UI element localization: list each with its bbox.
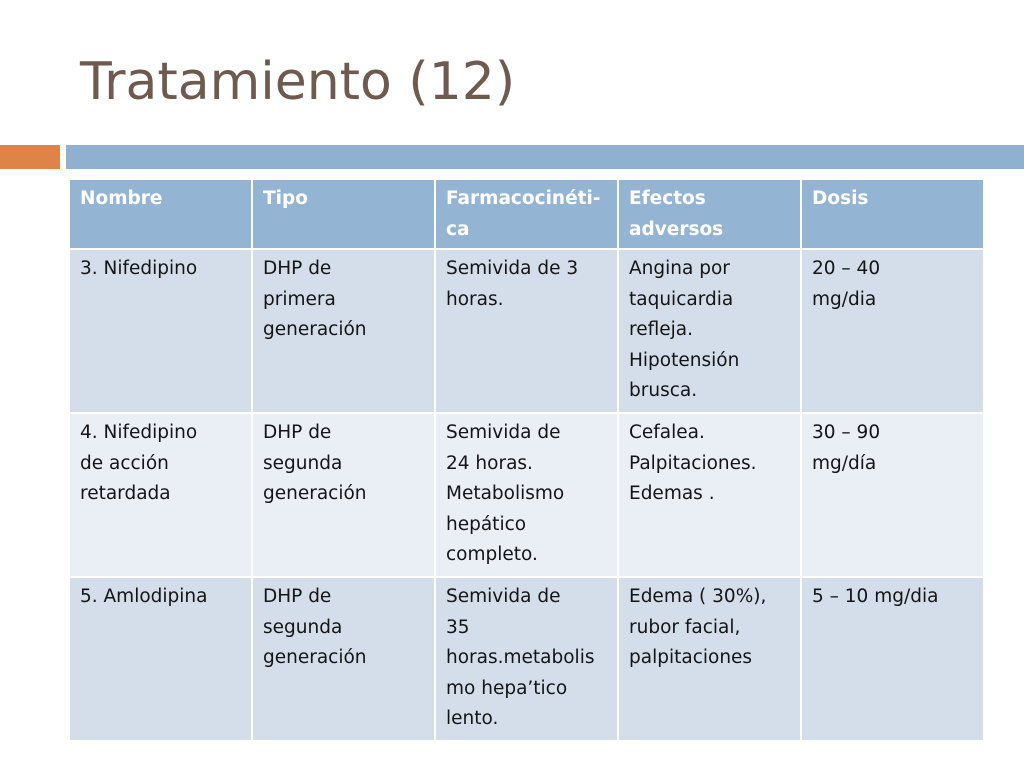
table-cell	[70, 250, 251, 412]
table-cell	[70, 578, 251, 740]
table-row	[70, 578, 983, 740]
accent-bar-orange	[0, 145, 60, 169]
cell-text: 5. Amlodipina	[80, 586, 208, 607]
header-label: Nombre	[80, 188, 163, 209]
table-cell	[436, 414, 617, 576]
table-cell	[802, 414, 983, 576]
table-cell	[70, 414, 251, 576]
header-cell-efectos-adversos	[619, 180, 800, 248]
cell-text: DHP de primera generación	[263, 258, 367, 340]
table-cell	[619, 250, 800, 412]
table-cell	[802, 250, 983, 412]
table-cell	[253, 414, 434, 576]
header-cell-tipo	[253, 180, 434, 248]
cell-text: Semivida de 24 horas. Metabolismo hepático completo.	[446, 422, 565, 565]
table-cell	[619, 414, 800, 576]
header-label: Tipo	[263, 188, 308, 209]
header-label: Dosis	[812, 188, 869, 209]
table-cell	[436, 578, 617, 740]
cell-text: Angina por taquicardia refleja. Hipotensión brusca.	[629, 258, 740, 401]
header-cell-farmacocinetica	[436, 180, 617, 248]
header-label: Farmacocinéti- ca	[446, 188, 601, 240]
table-cell	[619, 578, 800, 740]
cell-text: 3. Nifedipino	[80, 258, 198, 279]
table-header-row	[70, 180, 983, 248]
table-row	[70, 414, 983, 576]
cell-text: 30 – 90 mg/día	[812, 422, 881, 474]
cell-text: Semivida de 35 horas.metabolis mo hepa’tico lento.	[446, 586, 595, 729]
cell-text: 4. Nifedipino de acción retardada	[80, 422, 198, 504]
cell-text: 5 – 10 mg/dia	[812, 586, 939, 607]
cell-text: DHP de segunda generación	[263, 586, 367, 668]
cell-text: 20 – 40 mg/dia	[812, 258, 881, 310]
cell-text: Semivida de 3 horas.	[446, 258, 579, 310]
table-cell	[436, 250, 617, 412]
header-cell-nombre	[70, 180, 251, 248]
header-label: Efectos adversos	[629, 188, 724, 240]
table-cell	[253, 578, 434, 740]
cell-text: Cefalea. Palpitaciones. Edemas .	[629, 422, 757, 504]
drug-table	[68, 178, 985, 742]
cell-text: Edema ( 30%), rubor facial, palpitaciones	[629, 586, 767, 668]
header-cell-dosis	[802, 180, 983, 248]
table-cell	[253, 250, 434, 412]
table-row	[70, 250, 983, 412]
table-cell	[802, 578, 983, 740]
slide-title: Tratamiento (12)	[80, 52, 516, 112]
cell-text: DHP de segunda generación	[263, 422, 367, 504]
accent-bar-blue	[66, 145, 1024, 169]
